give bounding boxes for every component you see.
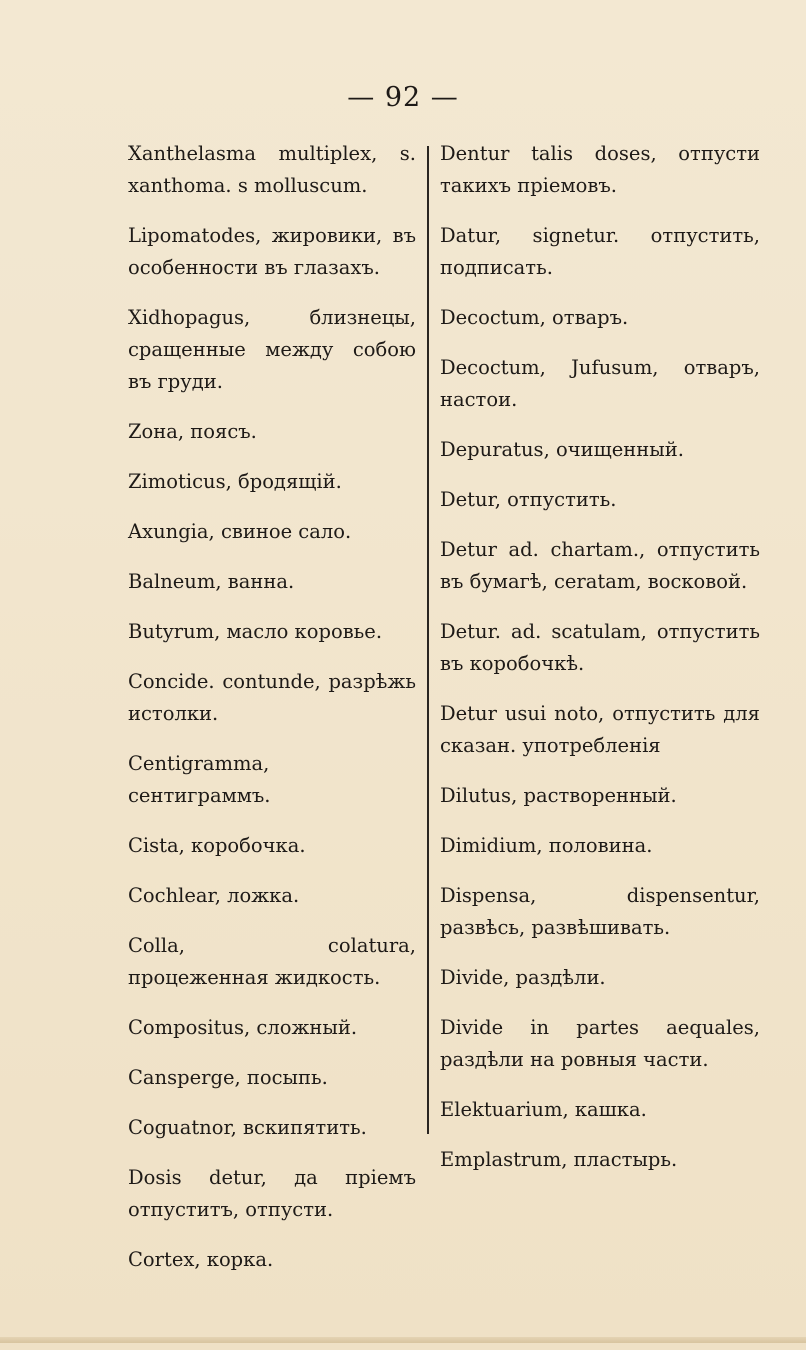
- dictionary-entry: Dentur talis doses, отпусти такихъ пріемовъ.: [440, 142, 760, 197]
- column-divider: [427, 146, 429, 1134]
- dictionary-entry: Emplastrum, пластырь.: [440, 1148, 678, 1171]
- dictionary-entry: Detur usui noto, отпустить для сказан. употребленія: [440, 702, 760, 757]
- right-column: [440, 138, 760, 1194]
- dictionary-entry: Dilutus, растворенный.: [440, 784, 677, 807]
- dictionary-entry: Datur, signetur. отпустить, подписать.: [440, 224, 760, 279]
- dictionary-entry: Cochlear, ложка.: [128, 884, 300, 907]
- dictionary-entry: Centigramma, сентиграммъ.: [128, 752, 271, 807]
- dictionary-entry: Dosis detur, да пріемъ отпуститъ, отпусти.: [128, 1166, 416, 1221]
- dictionary-entry: Depuratus, очищенный.: [440, 438, 684, 461]
- dictionary-entry: Elektuarium, кашка.: [440, 1098, 647, 1121]
- dictionary-entry: Dispensa, dispensentur, развѣсь, развѣшивать.: [440, 884, 760, 939]
- dictionary-entry: Concide. contunde, разрѣжь истолки.: [128, 670, 416, 725]
- dictionary-entry: Decoctum, отваръ.: [440, 306, 629, 329]
- dictionary-entry: Zimoticus, бродящій.: [128, 470, 342, 493]
- dictionary-entry: Detur ad. chartam., отпустить въ бумагѣ, ceratam, восковой.: [440, 538, 760, 593]
- dictionary-entry: Zона, поясъ.: [128, 420, 257, 443]
- dictionary-entry: Cansperge, посыпь.: [128, 1066, 328, 1089]
- dictionary-entry: Compositus, сложный.: [128, 1016, 358, 1039]
- page-number: — 92 —: [347, 82, 459, 113]
- left-column: [128, 138, 416, 1294]
- dictionary-entry: Divide in partes aequales, раздѣли на ровныя части.: [440, 1016, 760, 1071]
- dictionary-entry: Balneum, ванна.: [128, 570, 295, 593]
- dictionary-entry: Axungia, свиное сало.: [128, 520, 352, 543]
- dictionary-entry: Detur, отпустить.: [440, 488, 617, 511]
- dictionary-entry: Decoctum, Jufusum, отваръ, настои.: [440, 356, 760, 411]
- dictionary-entry: Butyrum, масло коровье.: [128, 620, 383, 643]
- dictionary-entry: Cortex, корка.: [128, 1248, 274, 1271]
- dictionary-entry: Colla, colatura, процеженная жидкость.: [128, 934, 416, 989]
- dictionary-entry: Xanthelasma multiplex, s. xanthoma. s molluscum.: [128, 142, 416, 197]
- dictionary-entry: Coguatnor, вскипятить.: [128, 1116, 367, 1139]
- dictionary-entry: Cista, коробочка.: [128, 834, 306, 857]
- dictionary-entry: Xidhopagus, близнецы, сращенные между собою въ груди.: [128, 306, 416, 393]
- dictionary-entry: Dimidium, половина.: [440, 834, 653, 857]
- dictionary-entry: Divide, раздѣли.: [440, 966, 606, 989]
- dictionary-entry: Detur. ad. scatulam, отпустить въ коробочкѣ.: [440, 620, 760, 675]
- page-edge: [0, 1337, 806, 1343]
- dictionary-entry: Lipomatodes, жировики, въ особенности въ глазахъ.: [128, 224, 416, 279]
